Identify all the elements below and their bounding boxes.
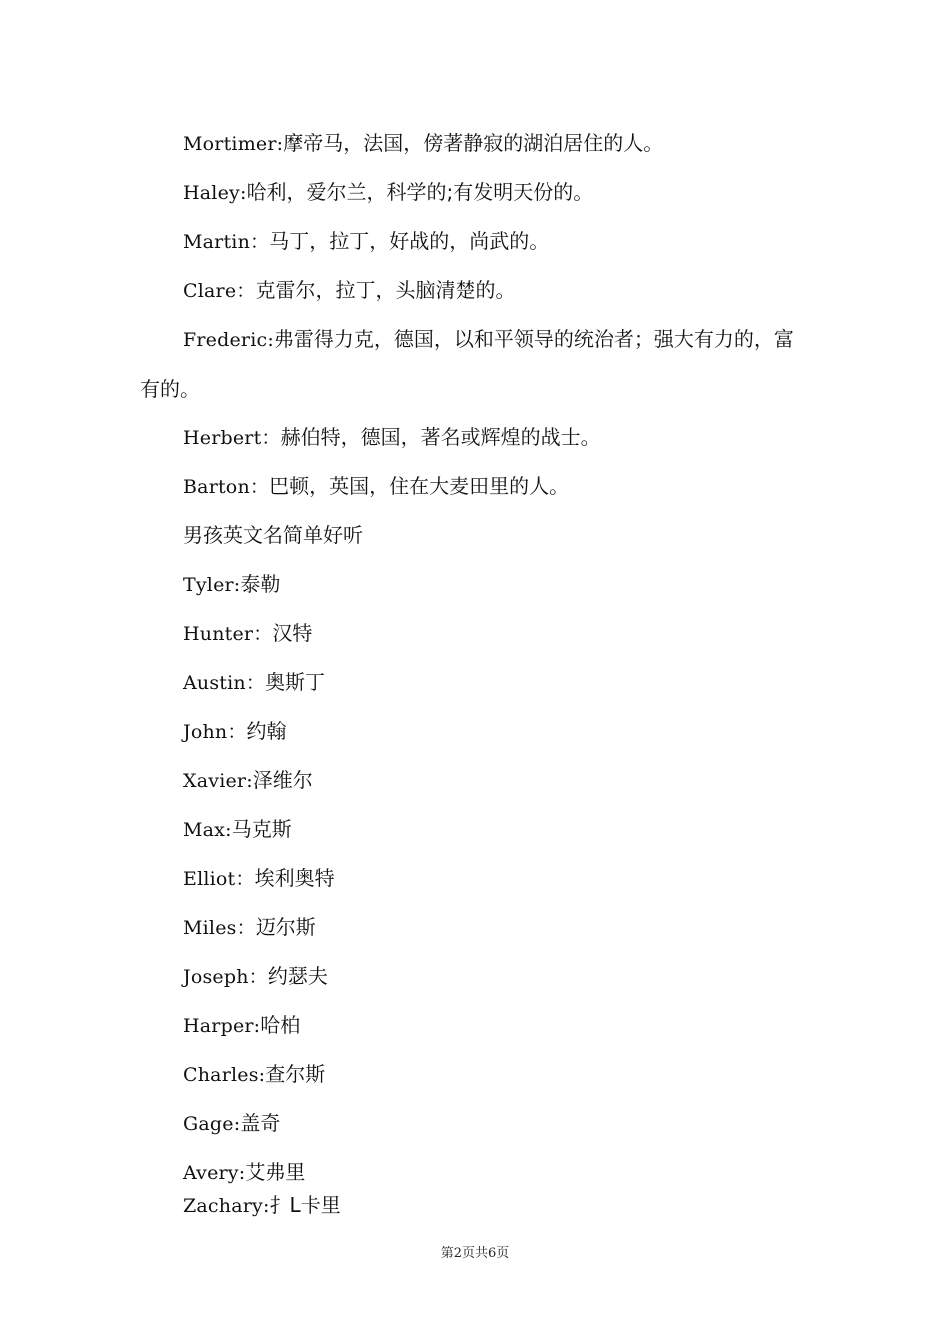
name-entry — [140, 609, 800, 659]
page-number-footer: 第2页共6页 — [440, 1246, 510, 1261]
chinese-meaning: 赫伯特，德国，著名或辉煌的战士。 — [280, 425, 601, 449]
name-entry — [140, 854, 800, 904]
chinese-meaning: 哈利，爱尔兰，科学的;有发明天份的。 — [246, 180, 594, 204]
english-name: Gage: — [183, 1113, 241, 1135]
chinese-name: 泽维尔 — [252, 768, 313, 792]
chinese-meaning: 巴顿，英国，住在大麦田里的人。 — [269, 474, 570, 498]
paragraph — [140, 266, 800, 316]
paragraph — [140, 217, 800, 267]
english-name: Avery: — [183, 1162, 246, 1184]
name-entry — [140, 756, 800, 806]
paragraph — [140, 413, 800, 463]
chinese-name: 哈柏 — [260, 1013, 301, 1037]
english-name: Max: — [183, 819, 232, 841]
english-name: Herbert： — [183, 427, 281, 449]
chinese-name: 艾弗里 — [245, 1160, 306, 1184]
paragraph — [140, 462, 800, 512]
english-name: Martin： — [183, 231, 270, 253]
chinese-name: 盖奇 — [240, 1111, 281, 1135]
english-name: Joseph： — [183, 966, 268, 988]
name-entry — [140, 658, 800, 708]
english-name: Tyler: — [183, 574, 241, 596]
english-name: Hunter： — [183, 623, 273, 645]
name-entry — [140, 903, 800, 953]
name-entry — [140, 707, 800, 757]
chinese-name: 迈尔斯 — [255, 915, 316, 939]
chinese-meaning: 摩帝马，法国，傍著静寂的湖泊居住的人。 — [283, 131, 664, 155]
english-name: Barton： — [183, 476, 270, 498]
english-name: Austin： — [183, 672, 266, 694]
english-name: Haley: — [183, 182, 247, 204]
chinese-name: 扌L卡里 — [269, 1193, 341, 1217]
english-name: Frederic: — [183, 329, 274, 351]
chinese-name: 泰勒 — [240, 572, 281, 596]
english-name: Xavier: — [183, 770, 253, 792]
english-name: Miles： — [183, 917, 256, 939]
chinese-name: 奥斯丁 — [265, 670, 326, 694]
paragraph — [140, 119, 800, 169]
name-entry — [140, 1050, 800, 1100]
english-name: Elliot： — [183, 868, 255, 890]
paragraph — [140, 168, 800, 218]
chinese-meaning: 克雷尔，拉丁，头脑清楚的。 — [255, 278, 516, 302]
english-name: John： — [183, 721, 247, 743]
name-entry — [140, 952, 800, 1002]
chinese-meaning: 弗雷得力克，德国，以和平领导的统治者；强大有力的，富有的。 — [140, 327, 794, 401]
chinese-name: 约翰 — [246, 719, 287, 743]
english-name: Harper: — [183, 1015, 261, 1037]
chinese-name: 约瑟夫 — [267, 964, 328, 988]
chinese-name: 马克斯 — [231, 817, 292, 841]
english-name: Zachary: — [183, 1195, 270, 1217]
english-name: Charles: — [183, 1064, 266, 1086]
chinese-meaning: 马丁，拉丁，好战的，尚武的。 — [269, 229, 550, 253]
section-heading — [140, 511, 800, 561]
chinese-name: 查尔斯 — [265, 1062, 326, 1086]
paragraph — [140, 315, 800, 414]
name-entry — [140, 805, 800, 855]
name-entry — [140, 1181, 800, 1231]
name-entry — [140, 1099, 800, 1149]
heading-text: 男孩英文名简单好听 — [183, 523, 363, 547]
name-entry — [140, 560, 800, 610]
chinese-name: 汉特 — [272, 621, 313, 645]
english-name: Clare： — [183, 280, 256, 302]
english-name: Mortimer: — [183, 133, 284, 155]
name-entry — [140, 1001, 800, 1051]
chinese-name: 埃利奥特 — [254, 866, 335, 890]
